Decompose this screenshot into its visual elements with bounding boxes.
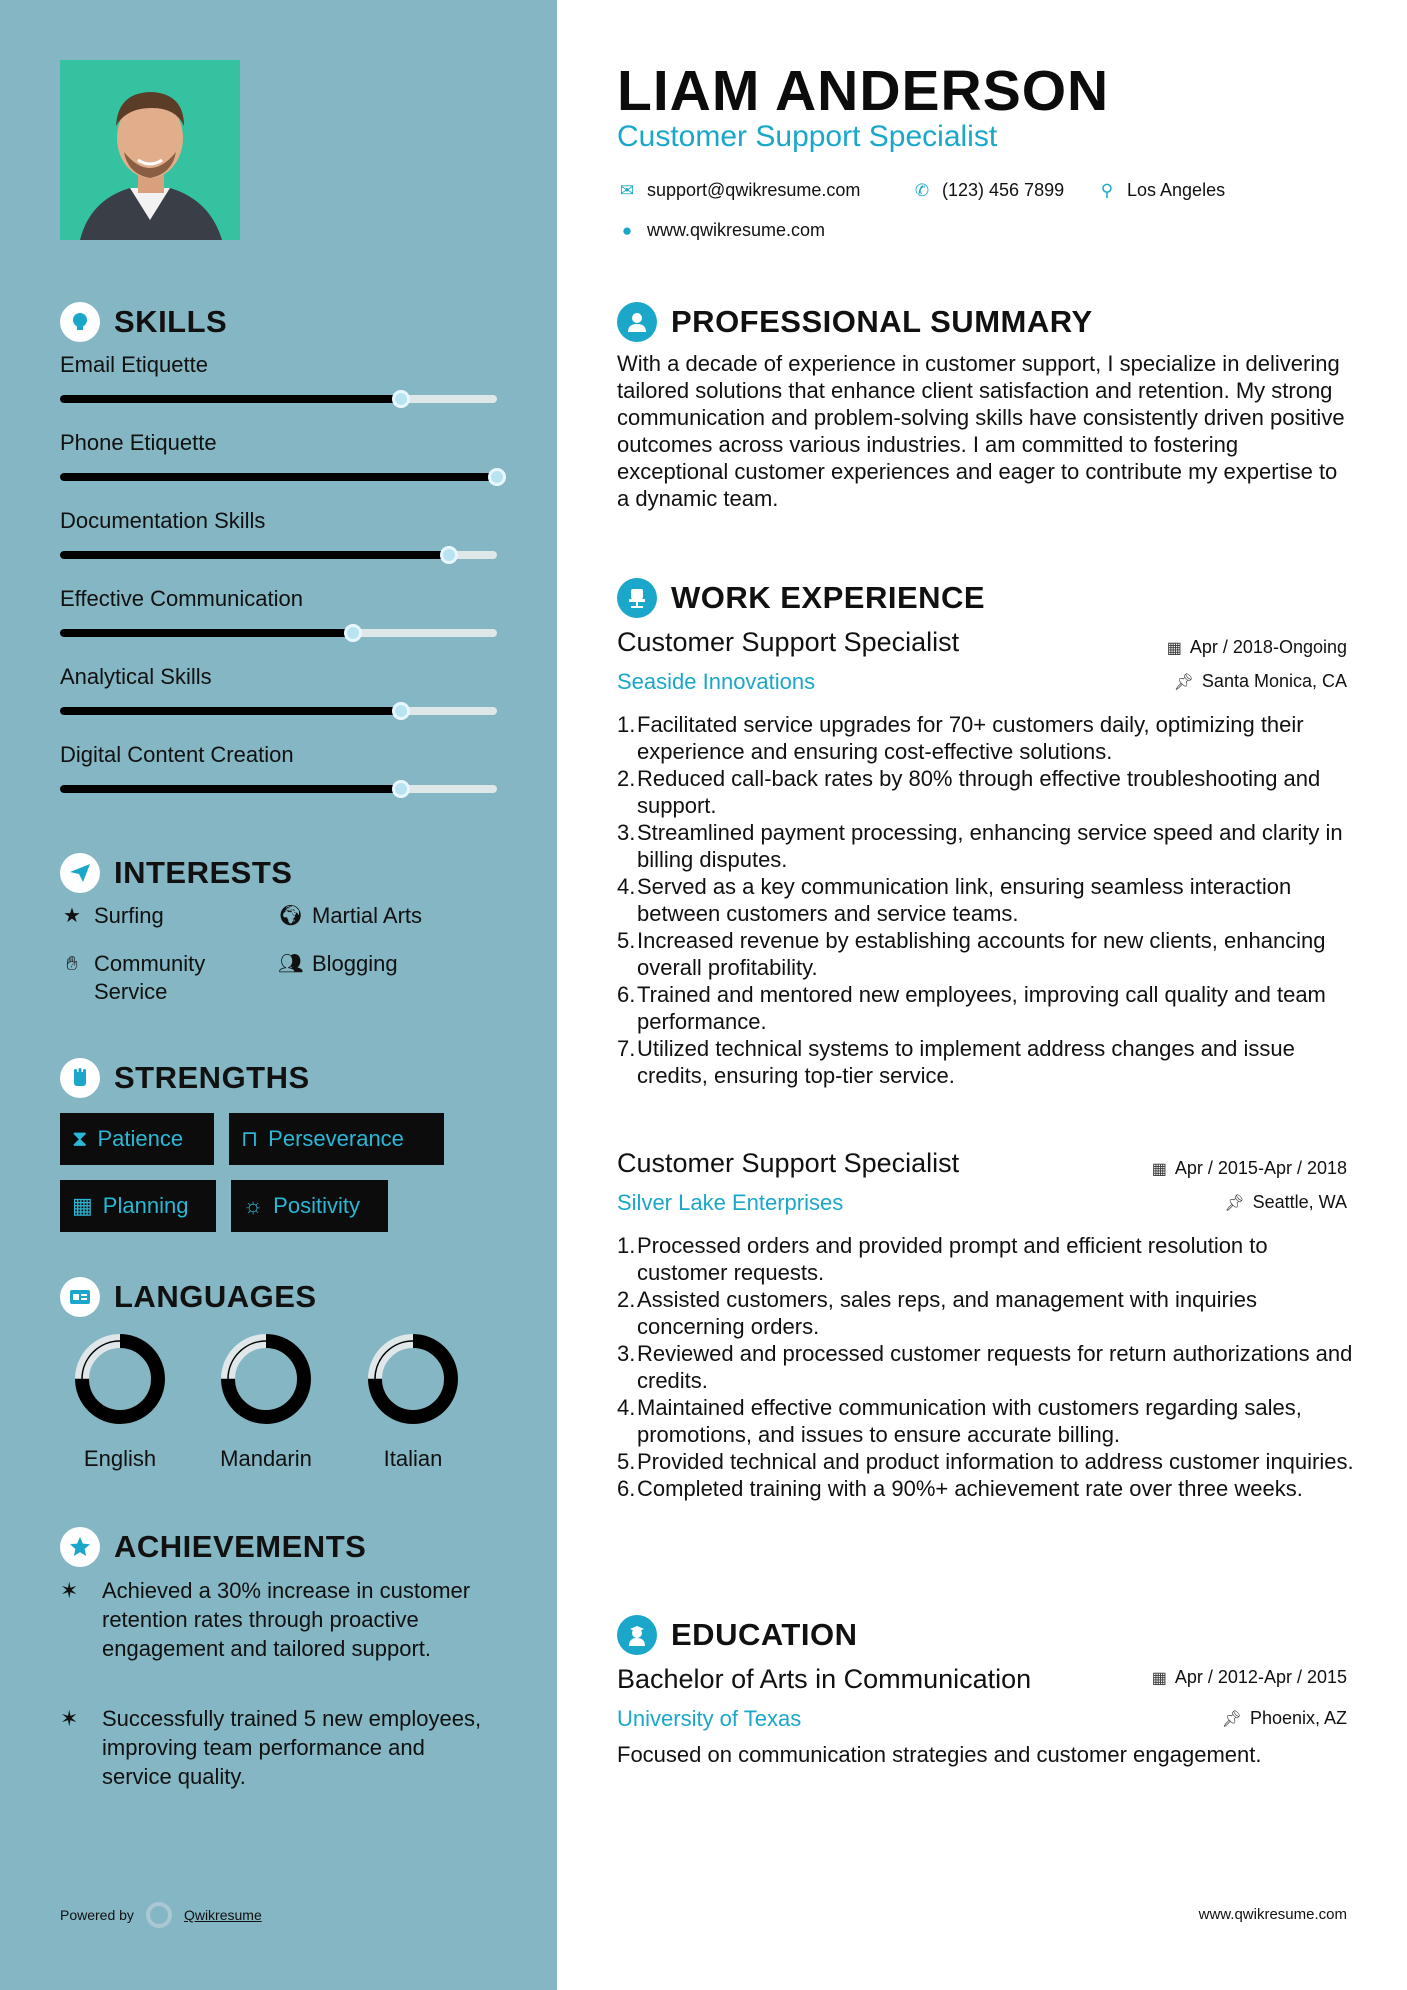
skill-bar — [60, 785, 497, 793]
skill-bar-fill — [60, 395, 401, 403]
job-bullet — [617, 873, 1357, 927]
skill-bar — [60, 551, 497, 559]
bullet-text: Reviewed and processed customer requests for return authorizations and credits. — [637, 1341, 1353, 1393]
bullet-number: 5. — [617, 1449, 636, 1474]
language-ring — [74, 1333, 166, 1425]
map-pin-icon: ⚲ — [1100, 180, 1114, 200]
achievement-text: Achieved a 30% increase in customer retention rates through proactive engagement and tailored support. — [102, 1578, 471, 1661]
globe-icon: 🌍︎ — [278, 905, 304, 927]
strength-label: Perseverance — [268, 1126, 404, 1151]
pushpin-icon: 📌︎ — [1221, 1710, 1242, 1728]
interest-label: Blogging — [312, 951, 398, 976]
bullet-number: 3. — [617, 820, 636, 845]
lightbulb-icon — [60, 302, 100, 342]
job-bullet — [617, 1475, 1357, 1502]
strength-tag — [229, 1113, 444, 1165]
education-dates-text: Apr / 2012-Apr / 2015 — [1174, 1667, 1347, 1687]
job-bullets — [617, 1232, 1357, 1502]
brand-link[interactable]: Qwikresume — [183, 1907, 262, 1923]
skill-label: Digital Content Creation — [60, 742, 294, 767]
bullet-text: Served as a key communication link, ensuring seamless interaction between customers and service teams. — [637, 874, 1292, 926]
job-bullet — [617, 1394, 1357, 1448]
language-ring — [367, 1333, 459, 1425]
summary-text: With a decade of experience in customer support, I specialize in delivering tailored solutions that enhance client satisfaction and retention. My strong communication and problem-solving skills have consistently driven positive outcomes across various industries. I am committed to fostering exceptional customer experiences and eager to contribute my expertise to a dynamic team. — [617, 351, 1345, 511]
skill-bar-fill — [60, 785, 401, 793]
bullet-text: Facilitated service upgrades for 70+ customers daily, optimizing their experience and ensuring cost-effective solutions. — [637, 712, 1304, 764]
skill-bar-knob — [344, 624, 362, 642]
job-dates-text: Apr / 2018-Ongoing — [1189, 637, 1347, 657]
bullet-text: Reduced call-back rates by 80% through effective troubleshooting and support. — [637, 766, 1321, 818]
skill-bar — [60, 629, 497, 637]
skill-bar-fill — [60, 551, 449, 559]
skill-bar — [60, 473, 497, 481]
job-company: Silver Lake Enterprises — [617, 1190, 844, 1215]
experience-title: WORK EXPERIENCE — [671, 580, 986, 615]
hourglass-icon: ⧗ — [72, 1126, 88, 1151]
strength-tag — [60, 1180, 216, 1232]
education-location — [1222, 1708, 1347, 1729]
interest-item — [278, 950, 398, 978]
skill-bar-knob — [488, 468, 506, 486]
id-card-icon — [60, 1277, 100, 1317]
skill-bar-knob — [392, 780, 410, 798]
education-description: Focused on communication strategies and customer engagement. — [617, 1742, 1262, 1767]
contact-location — [1097, 180, 1225, 201]
chair-icon — [617, 578, 657, 618]
bullet-text: Trained and mentored new employees, improving call quality and team performance. — [637, 982, 1326, 1034]
education-location-text: Phoenix, AZ — [1249, 1708, 1347, 1728]
interest-item — [60, 902, 164, 930]
strength-label: Patience — [97, 1126, 184, 1151]
language-label: Mandarin — [220, 1446, 312, 1471]
user-icon — [617, 302, 657, 342]
skill-label: Effective Communication — [60, 586, 303, 611]
bullet-number: 6. — [617, 1476, 636, 1501]
bullet-text: Increased revenue by establishing accounts for new clients, enhancing overall profitability. — [637, 928, 1326, 980]
globe-icon: ● — [621, 220, 633, 240]
job-bullet — [617, 1340, 1357, 1394]
paper-plane-icon — [60, 853, 100, 893]
contact-phone — [912, 180, 1064, 201]
degree-title: Bachelor of Arts in Communication — [617, 1664, 1032, 1694]
bullet-number: 3. — [617, 1341, 636, 1366]
skill-label: Phone Etiquette — [60, 430, 217, 455]
bullet-number: 6. — [617, 982, 636, 1007]
bullet-text: Processed orders and provided prompt and efficient resolution to customer requests. — [637, 1233, 1268, 1285]
achievements-title: ACHIEVEMENTS — [114, 1529, 367, 1564]
job-title: Customer Support Specialist — [617, 627, 960, 657]
pushpin-icon: 📌︎ — [1173, 673, 1194, 691]
powered-by-label: Powered by — [60, 1907, 134, 1923]
skill-label: Analytical Skills — [60, 664, 212, 689]
phone-text[interactable]: (123) 456 7899 — [942, 180, 1065, 200]
sun-icon: ☼ — [243, 1193, 264, 1218]
job-location-text: Seattle, WA — [1252, 1192, 1347, 1212]
shooting-star-icon: ✶ — [60, 1578, 79, 1603]
star-icon: ★ — [63, 905, 81, 927]
job-bullet — [617, 1035, 1357, 1089]
job-company: Seaside Innovations — [617, 669, 816, 694]
job-bullets — [617, 711, 1357, 1089]
shooting-star-icon: ✶ — [60, 1706, 79, 1731]
contact-email — [617, 180, 860, 201]
achievement-text: Successfully trained 5 new employees, improving team performance and service quality. — [102, 1706, 482, 1789]
location-text: Los Angeles — [1127, 180, 1226, 200]
job-location — [1224, 1192, 1347, 1213]
strength-label: Planning — [102, 1193, 189, 1218]
job-bullet — [617, 711, 1357, 765]
job-bullet — [617, 1232, 1357, 1286]
skill-label: Email Etiquette — [60, 352, 208, 377]
calendar-icon: ▦ — [1151, 1669, 1167, 1687]
interests-title: INTERESTS — [114, 855, 293, 890]
website-text[interactable]: www.qwikresume.com — [647, 220, 826, 240]
calendar-icon: ▦ — [72, 1193, 93, 1218]
bullet-text: Completed training with a 90%+ achievement rate over three weeks. — [637, 1476, 1303, 1501]
bullet-text: Streamlined payment processing, enhancing service speed and clarity in billing disputes. — [637, 820, 1343, 872]
job-bullet — [617, 927, 1357, 981]
skill-bar — [60, 707, 497, 715]
interest-label: Community Service — [94, 951, 206, 1004]
calendar-icon: ▦ — [1166, 639, 1182, 657]
bullet-text: Provided technical and product information to address customer inquiries. — [637, 1449, 1354, 1474]
job-bullet — [617, 765, 1357, 819]
job-bullet — [617, 1448, 1357, 1475]
bullet-number: 1. — [617, 1233, 636, 1258]
job-dates — [1167, 637, 1347, 658]
bullet-number: 7. — [617, 1036, 636, 1061]
envelope-icon: ✉ — [619, 180, 635, 200]
interest-label: Martial Arts — [312, 903, 423, 928]
pushpin-icon: 📌︎ — [1224, 1194, 1245, 1212]
calendar-icon: ▦ — [1151, 1160, 1167, 1178]
bullet-number: 1. — [617, 712, 636, 737]
bullet-number: 5. — [617, 928, 636, 953]
language-ring — [220, 1333, 312, 1425]
job-bullet — [617, 819, 1357, 873]
strength-label: Positivity — [273, 1193, 360, 1218]
school-name: University of Texas — [617, 1706, 802, 1731]
achievement-item — [60, 1704, 500, 1791]
skill-bar-knob — [392, 702, 410, 720]
education-dates — [1152, 1667, 1347, 1688]
skills-title: SKILLS — [114, 304, 228, 339]
summary-title: PROFESSIONAL SUMMARY — [671, 304, 1093, 339]
languages-title: LANGUAGES — [114, 1279, 317, 1314]
bullet-number: 2. — [617, 766, 636, 791]
interest-label: Surfing — [94, 903, 164, 928]
footer-website[interactable]: www.qwikresume.com — [1198, 1906, 1347, 1923]
skill-bar-fill — [60, 707, 401, 715]
bullet-number: 4. — [617, 1395, 636, 1420]
strengths-title: STRENGTHS — [114, 1060, 310, 1095]
skill-bar-knob — [392, 390, 410, 408]
powered-by — [60, 1902, 262, 1928]
profile-photo — [60, 60, 240, 240]
skill-label: Documentation Skills — [60, 508, 266, 533]
email-text[interactable]: support@qwikresume.com — [647, 180, 861, 200]
achievement-item — [60, 1576, 500, 1663]
main-content — [557, 0, 1407, 1990]
job-location — [1174, 671, 1347, 692]
job-bullet — [617, 981, 1357, 1035]
interest-item — [278, 902, 422, 930]
graduate-icon — [617, 1615, 657, 1655]
bullet-number: 2. — [617, 1287, 636, 1312]
language-label: Italian — [383, 1446, 443, 1471]
hand-icon: ✋︎ — [66, 953, 78, 975]
bullet-number: 4. — [617, 874, 636, 899]
skill-bar-fill — [60, 473, 497, 481]
strength-tag — [231, 1180, 388, 1232]
interest-item — [60, 950, 250, 1006]
job-dates — [1152, 1158, 1347, 1179]
job-dates-text: Apr / 2015-Apr / 2018 — [1174, 1158, 1347, 1178]
bullet-text: Utilized technical systems to implement address changes and issue credits, ensuring top-tier service. — [637, 1036, 1295, 1088]
job-bullet — [617, 1286, 1357, 1340]
skill-bar-knob — [440, 546, 458, 564]
contact-website — [617, 220, 825, 241]
skill-bar — [60, 395, 497, 403]
phone-icon: ✆ — [914, 180, 930, 200]
candidate-name: LIAM ANDERSON — [617, 59, 1110, 123]
users-icon: 👥︎ — [278, 953, 304, 975]
sidebar — [0, 0, 557, 1990]
skill-bar-fill — [60, 629, 353, 637]
bullet-text: Maintained effective communication with customers regarding sales, promotions, and issues to ensure accurate billing. — [637, 1395, 1302, 1447]
raised-fist-icon — [60, 1058, 100, 1098]
bullet-text: Assisted customers, sales reps, and management with inquiries concerning orders. — [637, 1287, 1257, 1339]
strength-tag — [60, 1113, 214, 1165]
binoculars-icon: ⊓ — [241, 1126, 259, 1151]
candidate-role: Customer Support Specialist — [617, 120, 998, 153]
language-label: English — [83, 1446, 157, 1471]
star-badge-icon — [60, 1527, 100, 1567]
job-title: Customer Support Specialist — [617, 1148, 960, 1178]
qwikresume-logo-icon — [146, 1902, 172, 1928]
education-title: EDUCATION — [671, 1617, 858, 1652]
job-location-text: Santa Monica, CA — [1201, 671, 1347, 691]
